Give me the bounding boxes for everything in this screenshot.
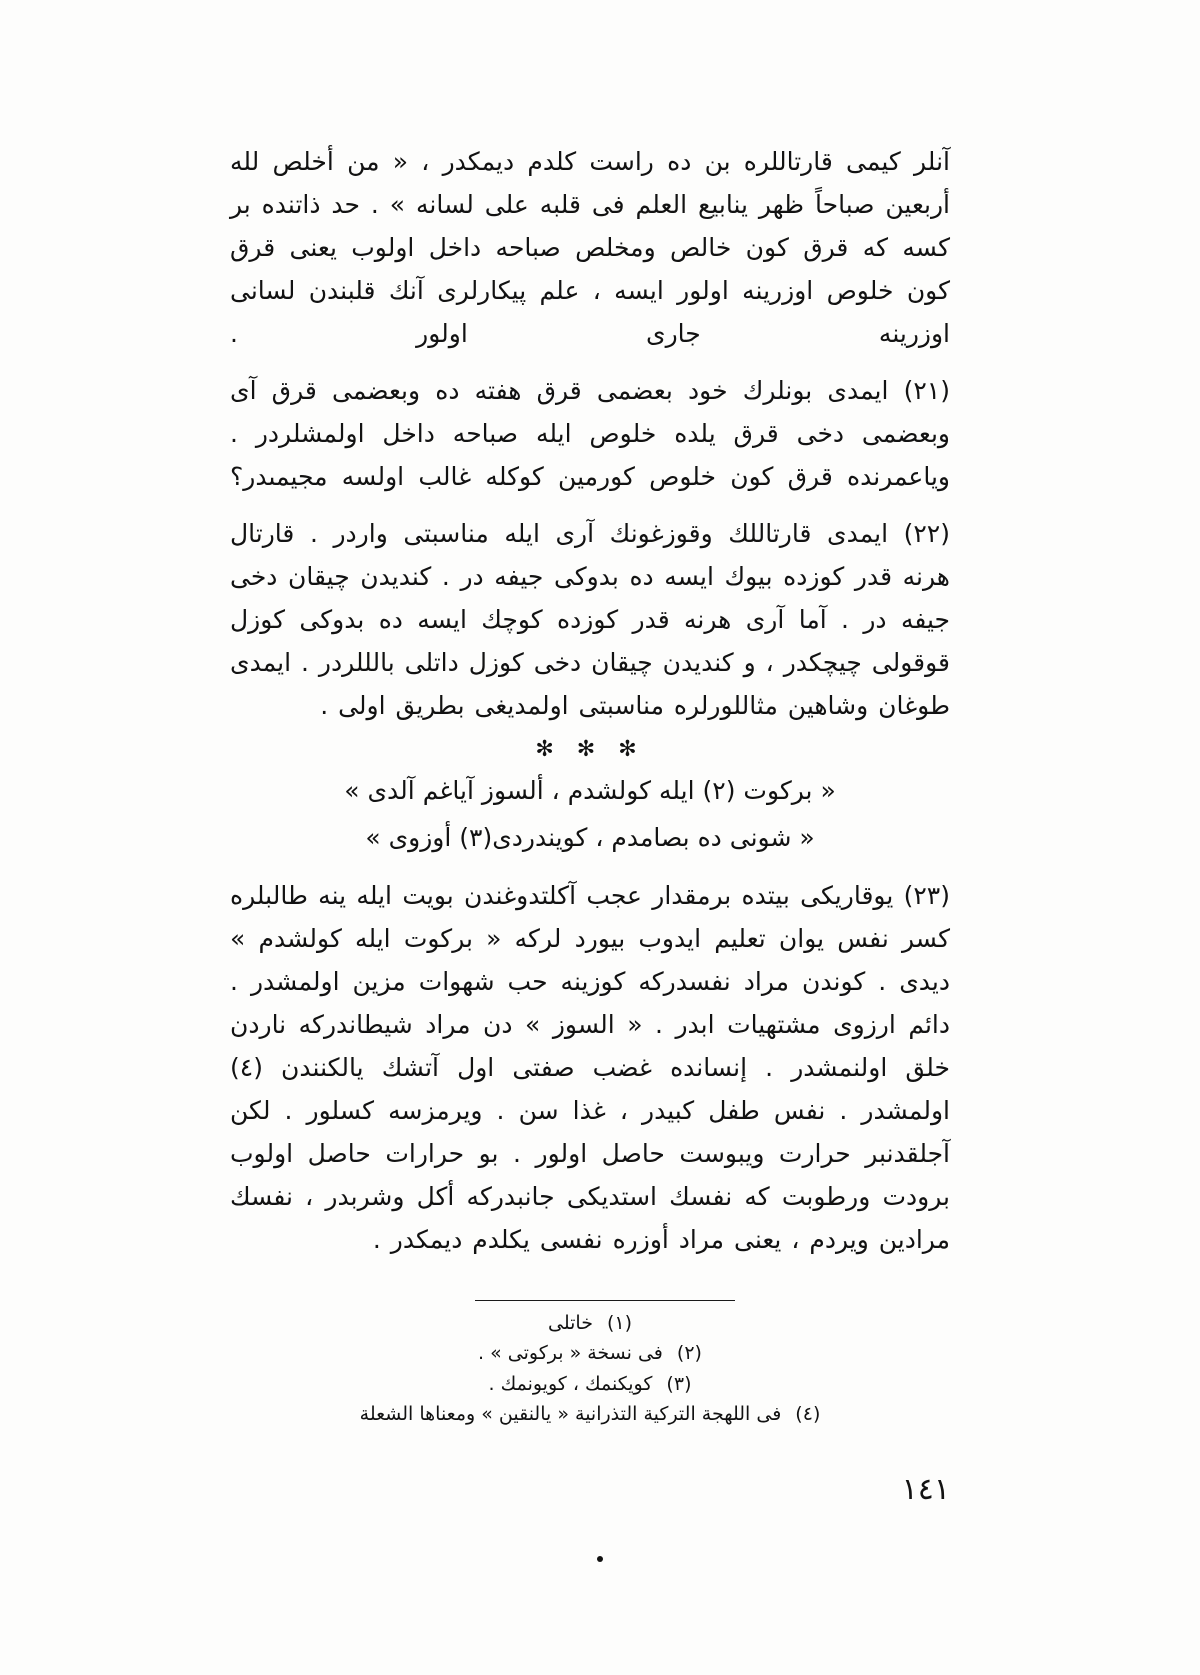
footnote-item [230,1370,950,1399]
verse-line-1: « بركوت (٢) ايله كولشدم ، ألسوز آياغم آلدى » [344,776,836,805]
footnote-marker: (٣) [666,1372,692,1395]
page-number: ١٤١ [901,1472,950,1507]
footnote-item [230,1400,950,1429]
paragraph-21: (٢١) ايمدى بونلرك خود بعضمى قرق هفته ده وبعضمى قرق آى وبعضمى دخى قرق يلده خلوص ايله صباحه داخل اولمشلردر . وياعمرنده قرق كون خلوص كورمين كوكله غالب اولسه مجيمىدر؟ [230,376,950,491]
page-body [230,140,950,1267]
paragraph-23: (٢٣) يوقاريكى بيتده برمقدار عجب آكلتدوغندن بويت ايله ينه طالبلره كسر نفس يوان تعليم ايدوب بيورد لركه « بركوت ايله كولشدم » ديدى . كوندن مراد نفسدركه كوزينه حب شهوات مزين اولمشدر . دائم ارزوى مشتهيات ابدر . « السوز » دن مراد شيطاندركه ناردن خلق اولنمشدر . إنسانده غضب صفتى اول آتشك يالكنندن (٤) اولمشدر . نفس طفل كبيدر ، غذا سن . ويرمزسه كسلور . لكن آجلقدنبر حرارت ويبوست حاصل اولور . بو حرارات حاصل اولوب برودت ورطوبت كه نفسك استديكى جانبدركه أكل وشربدر ، نفسك مرادين ويردم ، يعنى مراد أوزره نفسى يكلدم ديمكدر . [230,881,950,1254]
footnote-text: فى اللهجة التركية التذرانية « يالنقين » ومعناها الشعلة [359,1403,782,1426]
footnote-text: خاتلى [547,1312,593,1334]
paragraph-22: (٢٢) ايمدى قارتاللك وقوزغونك آرى ايله مناسبتى واردر . قارتال هرنه قدر كوزده بيوك ايسه ده بدوكى جيفه در . كنديدن چيقان دخى جيفه در . آما آرى هرنه قدر كوزده كوچك ايسه ده بدوكى كوزل قوقولى چيچكدر ، و كنديدن چيقان دخى كوزل داتلى بالللردر . ايمدى طوغان وشاهين مثاللورلره مناسبتى اولمديغى بطريق اولى . [230,519,950,720]
footnote-text: كويكنمك ، كويونمك . [488,1372,653,1395]
footnote-separator-rule [475,1300,735,1301]
footnote-marker: (٤) [795,1403,821,1426]
footnote-item [230,1339,950,1368]
paragraph-continued: آنلر كيمى قارتاللره بن ده راست كلدم ديمكدر ، « من أخلص لله أربعين صباحاً ظهر ينابيع العلم فى قلبه على لسانه » . حد ذاتنده بر كسه كه قرق كون خالص ومخلص صباحه داخل اولوب يعنى قرق كون خلوص اوزرينه اولور ايسه ، علم پيكارلرى آنك قلبندن لسانى اوزرينه جارى اولور . [230,147,950,348]
footnote-text: فى نسخة « بركوتى » . [478,1342,663,1365]
verse-line-2: « شونى ده بصامدم ، كويندردى(٣) أوزوى » [365,823,815,852]
footnote-item [230,1309,950,1338]
footnote-marker: (٢) [676,1342,702,1365]
footnote-marker: (١) [606,1312,632,1334]
section-ornament: ✻ ✻ ✻ [535,737,645,762]
footnotes-section [230,1300,950,1431]
page-bottom-mark [597,1556,603,1562]
